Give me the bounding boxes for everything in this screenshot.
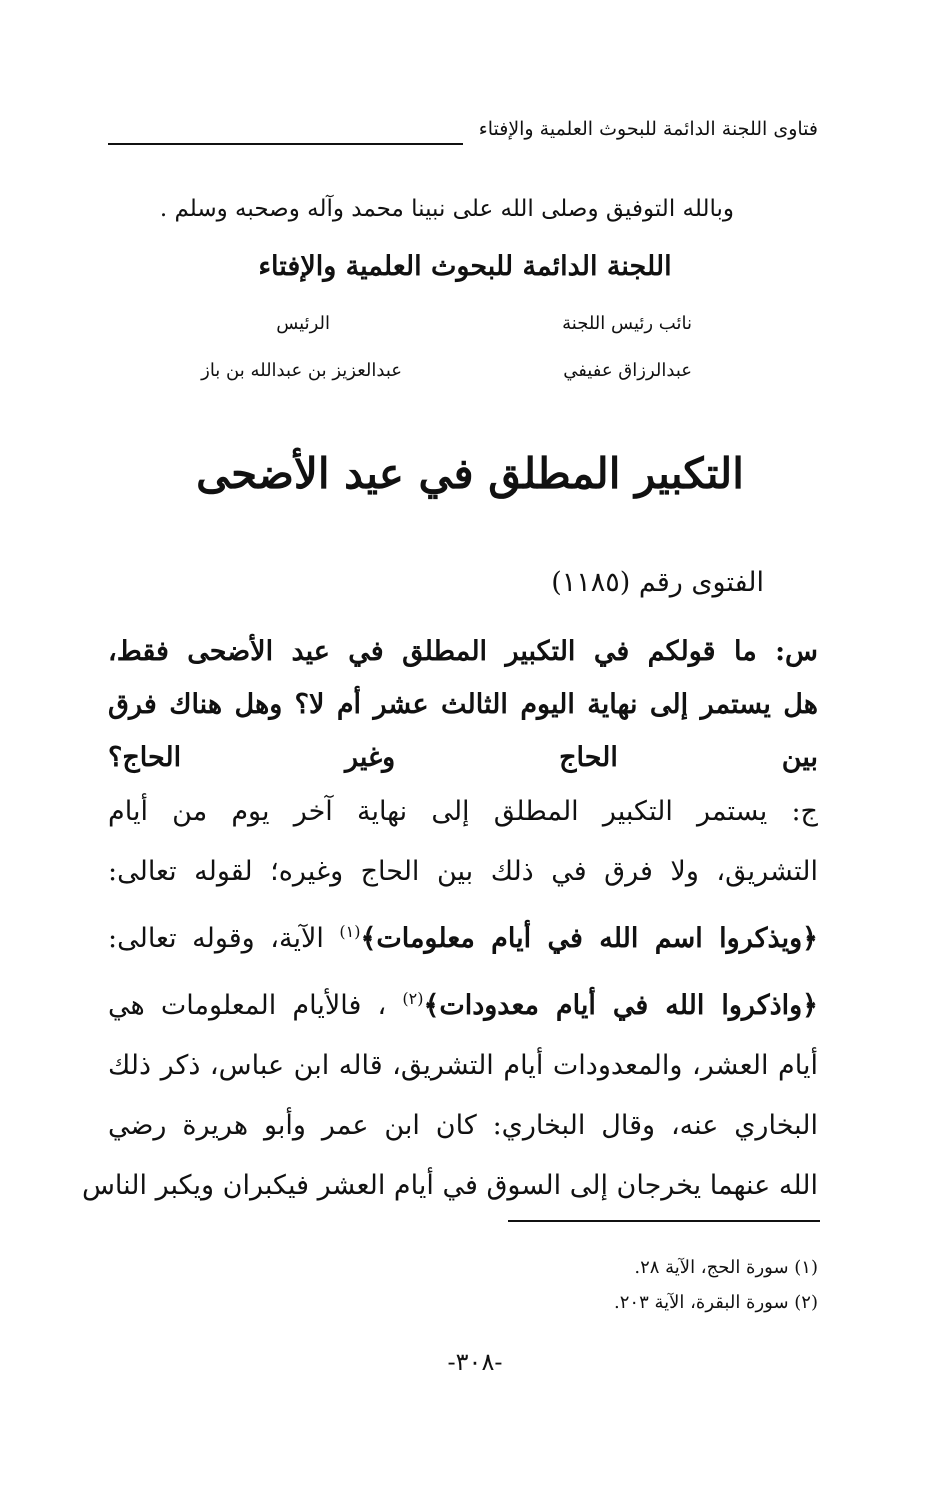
answer-line: التشريق، ولا فرق في ذلك بين الحاج وغيره؛ لقوله تعالى: [108,856,818,887]
answer-line: الله عنهما يخرجان إلى السوق في أيام العشر فيكبران ويكبر الناس [81,1170,818,1201]
fatwa-number: الفتوى رقم (١١٨٥) [551,567,764,598]
header-rule [108,143,463,145]
fatwa-title: التكبير المطلق في عيد الأضحى [196,449,744,498]
question-block [108,625,818,784]
footnote-ref: (١) [339,922,361,941]
footnote: (٢) سورة البقرة، الآية ٢٠٣. [614,1292,818,1313]
footnote-ref: (٢) [402,989,424,1008]
footnote-rule [508,1220,820,1222]
answer-line [108,969,818,1036]
quran-quote: ﴿ويذكروا اسم الله في أيام معلومات﴾ [360,923,818,954]
answer-line: ج: يستمر التكبير المطلق إلى نهاية آخر يوم من أيام [108,796,818,827]
committee-name: اللجنة الدائمة للبحوث العلمية والإفتاء [258,251,672,282]
answer-block [81,782,818,1216]
answer-line: البخاري عنه، وقال البخاري: كان ابن عمر وأبو هريرة رضي [108,1110,818,1141]
vice-chair-title: نائب رئيس اللجنة [562,313,692,334]
answer-line: أيام العشر، والمعدودات أيام التشريق، قاله ابن عباس، ذكر ذلك [108,1050,818,1081]
question-line: هل يستمر إلى نهاية اليوم الثالث عشر أم لا؟ وهل هناك فرق [108,689,818,720]
question-line: بين الحاج وغير الحاج؟ [108,742,818,773]
quran-quote: ﴿واذكروا الله في أيام معدودات﴾ [423,990,818,1021]
page-number: -٣٠٨- [447,1348,503,1376]
answer-text: الآية، وقوله تعالى: [108,923,324,954]
running-header: فتاوى اللجنة الدائمة للبحوث العلمية والإفتاء [478,118,818,140]
answer-text: ، فالأيام المعلومات هي [108,990,387,1021]
chair-name: عبدالعزيز بن عبدالله بن باز [201,360,402,381]
answer-line [108,902,818,969]
closing-prayer: وبالله التوفيق وصلى الله على نبينا محمد وآله وصحبه وسلم . [159,196,734,222]
question-line: س: ما قولكم في التكبير المطلق في عيد الأضحى فقط، [108,636,818,667]
footnote: (١) سورة الحج، الآية ٢٨. [634,1257,818,1278]
vice-chair-name: عبدالرزاق عفيفي [563,360,692,381]
chair-title: الرئيس [276,313,330,334]
